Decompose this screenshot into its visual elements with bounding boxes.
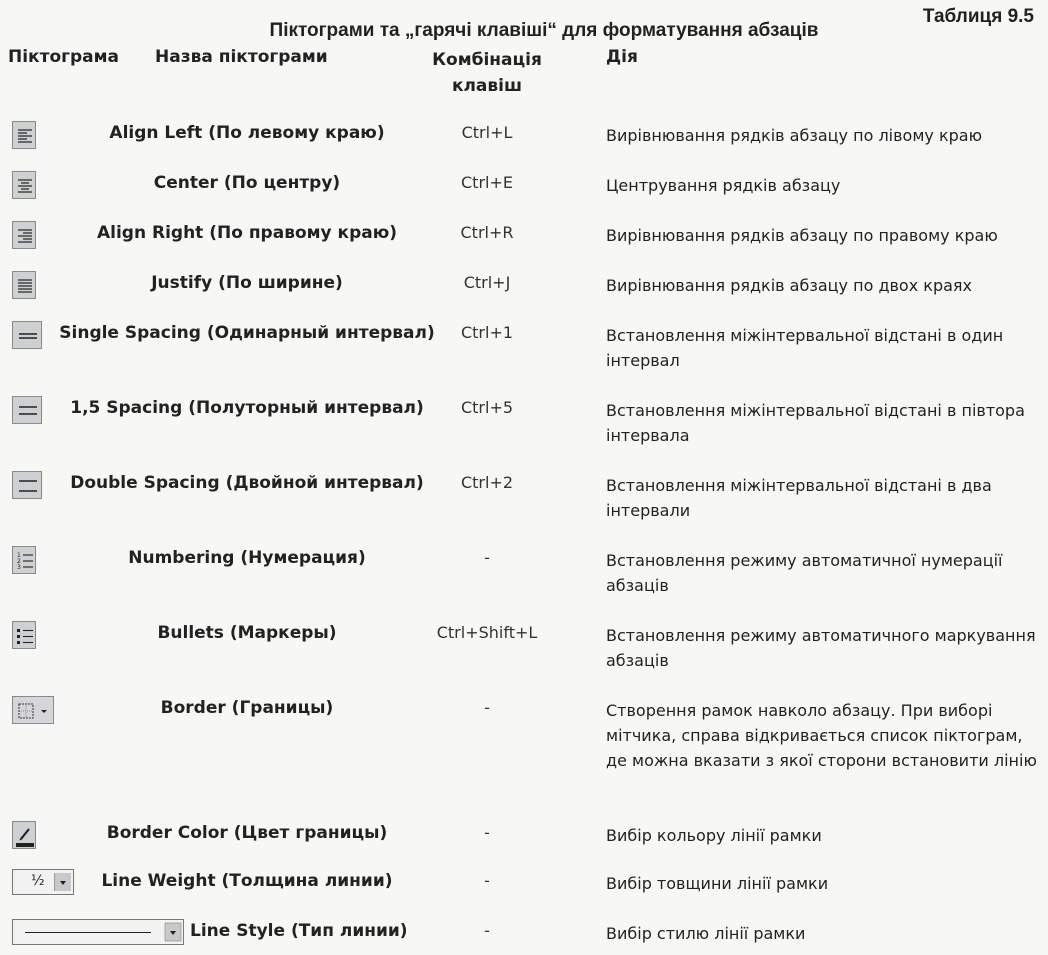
row-action: Встановлення міжінтервальної відстані в один інтервал xyxy=(606,326,1004,370)
row-keys: - xyxy=(484,823,490,842)
header-name: Назва піктограми xyxy=(155,47,328,67)
row-keys: Ctrl+5 xyxy=(460,398,514,417)
header-keys: Комбінація клавіш xyxy=(432,50,542,96)
row-keys: Ctrl+E xyxy=(461,173,513,192)
row-action: Встановлення міжінтервальної відстані в два інтервали xyxy=(606,476,992,520)
row-action: Центрування рядків абзацу xyxy=(606,176,841,195)
row-name: Bullets (Маркеры) xyxy=(157,623,337,643)
row-action: Створення рамок навколо абзацу. При виборі мітчика, справа відкривається список піктограм, де можна вказати з якої сторони встановити лінію xyxy=(606,701,1037,770)
numbering-icon xyxy=(12,546,36,574)
row-action: Вирівнювання рядків абзацу по лівому краю xyxy=(606,126,983,145)
row-name: Double Spacing (Двойной интервал) xyxy=(70,473,424,493)
row-keys: - xyxy=(484,921,490,940)
single-spacing-icon xyxy=(12,321,42,349)
row-keys: Ctrl+Shift+L xyxy=(436,623,538,642)
row-name: Center (По центру) xyxy=(153,173,341,193)
header-action: Дія xyxy=(606,47,638,67)
row-action: Вирівнювання рядків абзацу по правому краю xyxy=(606,226,998,245)
row-name: Justify (По ширине) xyxy=(151,273,343,293)
row-keys: Ctrl+L xyxy=(461,123,513,142)
row-action: Вибір кольору лінії рамки xyxy=(606,826,822,845)
row-keys: - xyxy=(484,871,490,890)
line-weight-value: ½ xyxy=(31,873,45,889)
row-keys: Ctrl+2 xyxy=(460,473,514,492)
row-action: Вибір товщини лінії рамки xyxy=(606,874,829,893)
row-name: Single Spacing (Одинарный интервал) xyxy=(59,323,435,343)
bullets-icon xyxy=(12,621,36,649)
row-keys: Ctrl+1 xyxy=(460,323,514,342)
align-right-icon xyxy=(12,221,36,249)
align-left-icon xyxy=(12,121,36,149)
justify-icon xyxy=(12,271,36,299)
row-name: 1,5 Spacing (Полуторный интервал) xyxy=(70,398,424,418)
row-action: Вирівнювання рядків абзацу по двох краях xyxy=(606,276,972,295)
row-name: Align Right (По правому краю) xyxy=(96,223,398,243)
row-name: Line Style (Тип линии) xyxy=(190,921,408,941)
border-color-icon xyxy=(12,821,36,849)
svg-text:3: 3 xyxy=(17,564,21,571)
align-center-icon xyxy=(12,171,36,199)
row-name: Align Left (По левому краю) xyxy=(109,123,385,143)
header-icon: Піктограма xyxy=(8,47,120,67)
row-keys: Ctrl+R xyxy=(460,223,514,242)
row-action: Встановлення міжінтервальної відстані в півтора інтервала xyxy=(606,401,1025,445)
svg-text:2: 2 xyxy=(17,558,21,565)
row-action: Встановлення режиму автоматичного маркування абзаців xyxy=(606,626,1036,670)
table-label: Таблиця 9.5 xyxy=(922,6,1034,27)
svg-text:1: 1 xyxy=(17,552,21,559)
row-name: Border (Границы) xyxy=(160,698,334,718)
row-action: Вибір стилю лінії рамки xyxy=(606,924,806,943)
line-style-icon xyxy=(12,919,184,945)
table-title: Піктограми та „гарячі клавіші“ для форматування абзаців xyxy=(269,20,819,41)
row-keys: Ctrl+J xyxy=(463,273,511,292)
row-name: Line Weight (Толщина линии) xyxy=(101,871,393,891)
row-keys: - xyxy=(484,698,490,717)
row-keys: - xyxy=(484,548,490,567)
row-name: Border Color (Цвет границы) xyxy=(106,823,388,843)
row-action: Встановлення режиму автоматичної нумерації абзаців xyxy=(606,551,1003,595)
row-name: Numbering (Нумерация) xyxy=(128,548,366,568)
border-icon xyxy=(12,696,54,724)
double-spacing-icon xyxy=(12,471,42,499)
one-half-spacing-icon xyxy=(12,396,42,424)
